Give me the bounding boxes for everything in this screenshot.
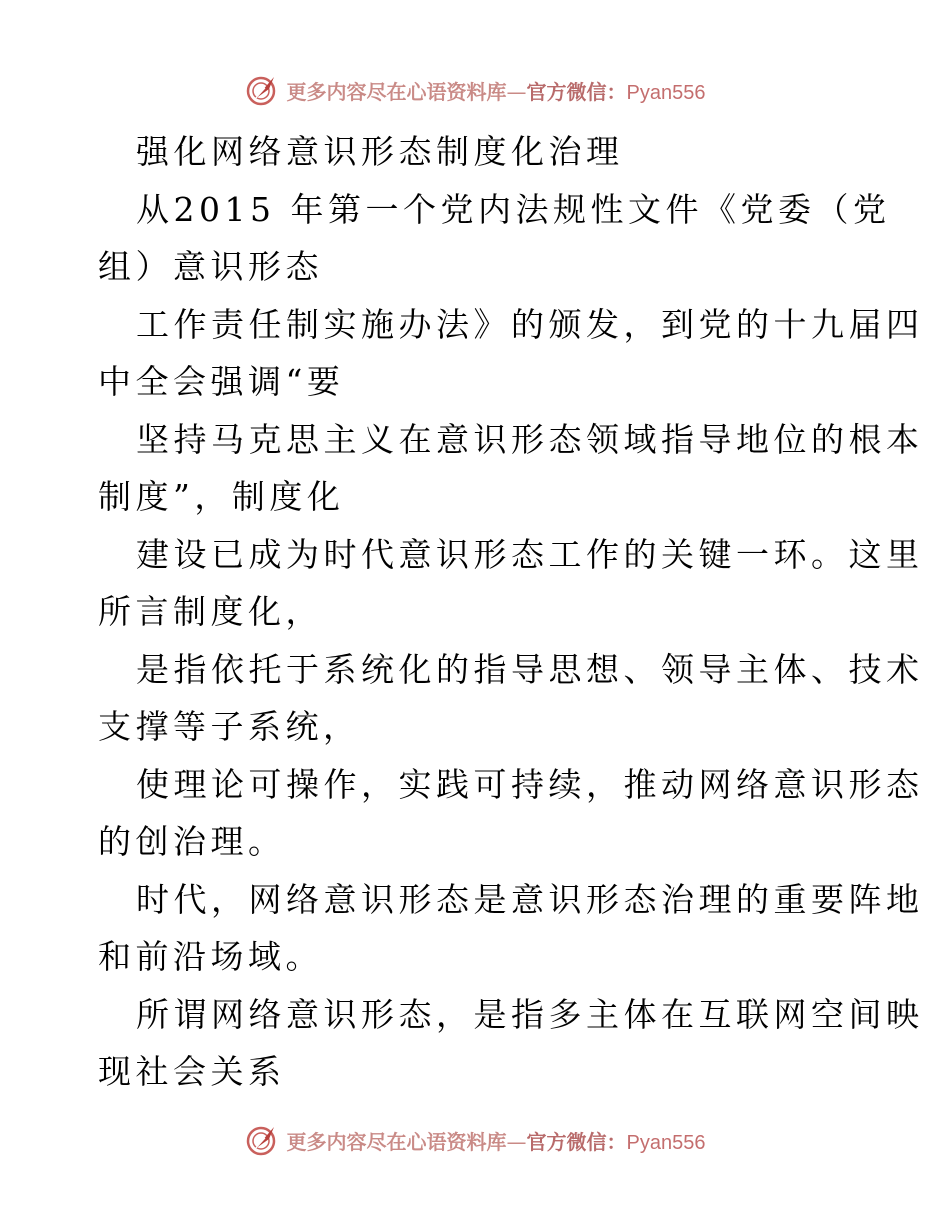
- continuation-line: 制度”，制度化: [98, 477, 345, 516]
- watermark-wechat-id: Pyan556: [626, 81, 706, 104]
- paragraph-line: 时代，网络意识形态是意识形态治理的重要阵地: [136, 879, 924, 919]
- paragraph-line: 是指依托于系统化的指导思想、领导主体、技术: [136, 649, 924, 689]
- watermark-separator: —: [506, 1129, 527, 1154]
- watermark-group: [245, 73, 706, 107]
- watermark-separator: —: [506, 79, 527, 104]
- watermark-group: [245, 1123, 706, 1157]
- watermark-text: [287, 1126, 706, 1155]
- watermark-wechat-label: 官方微信：: [526, 79, 627, 104]
- continuation-line: 组）意识形态: [98, 247, 323, 286]
- paragraph-line: 强化网络意识形态制度化治理: [136, 132, 624, 171]
- watermark-main-text: 更多内容尽在心语资料库: [286, 79, 507, 104]
- document-body: [98, 123, 924, 1101]
- watermark-wechat-label: 官方微信：: [526, 1129, 627, 1154]
- quill-logo-icon: [245, 1123, 279, 1157]
- continuation-line: 和前沿场域。: [98, 937, 323, 976]
- paragraph-line: 工作责任制实施办法》的颁发，到党的十九届四: [136, 304, 924, 344]
- paragraph-line: 所谓网络意识形态，是指多主体在互联网空间映: [136, 994, 924, 1034]
- continuation-line: 中全会强调“要: [98, 362, 345, 401]
- watermark-text: [287, 76, 706, 105]
- watermark-main-text: 更多内容尽在心语资料库: [286, 1129, 507, 1154]
- continuation-line: 支撑等子系统，: [98, 707, 361, 746]
- continuation-line: 所言制度化，: [98, 592, 323, 631]
- paragraph-line: 坚持马克思主义在意识形态领域指导地位的根本: [136, 419, 924, 459]
- footer-watermark: [0, 1120, 950, 1160]
- watermark-wechat-id: Pyan556: [626, 1131, 706, 1154]
- quill-logo-icon: [245, 73, 279, 107]
- continuation-line: 现社会关系: [98, 1052, 286, 1091]
- continuation-line: 的创治理。: [98, 822, 286, 861]
- paragraph-line: 建设已成为时代意识形态工作的关键一环。这里: [136, 534, 924, 574]
- paragraph-line: 从2015 年第一个党内法规性文件《党委（党: [136, 189, 891, 229]
- header-watermark: [0, 70, 950, 110]
- paragraph-line: 使理论可操作，实践可持续，推动网络意识形态: [136, 764, 924, 804]
